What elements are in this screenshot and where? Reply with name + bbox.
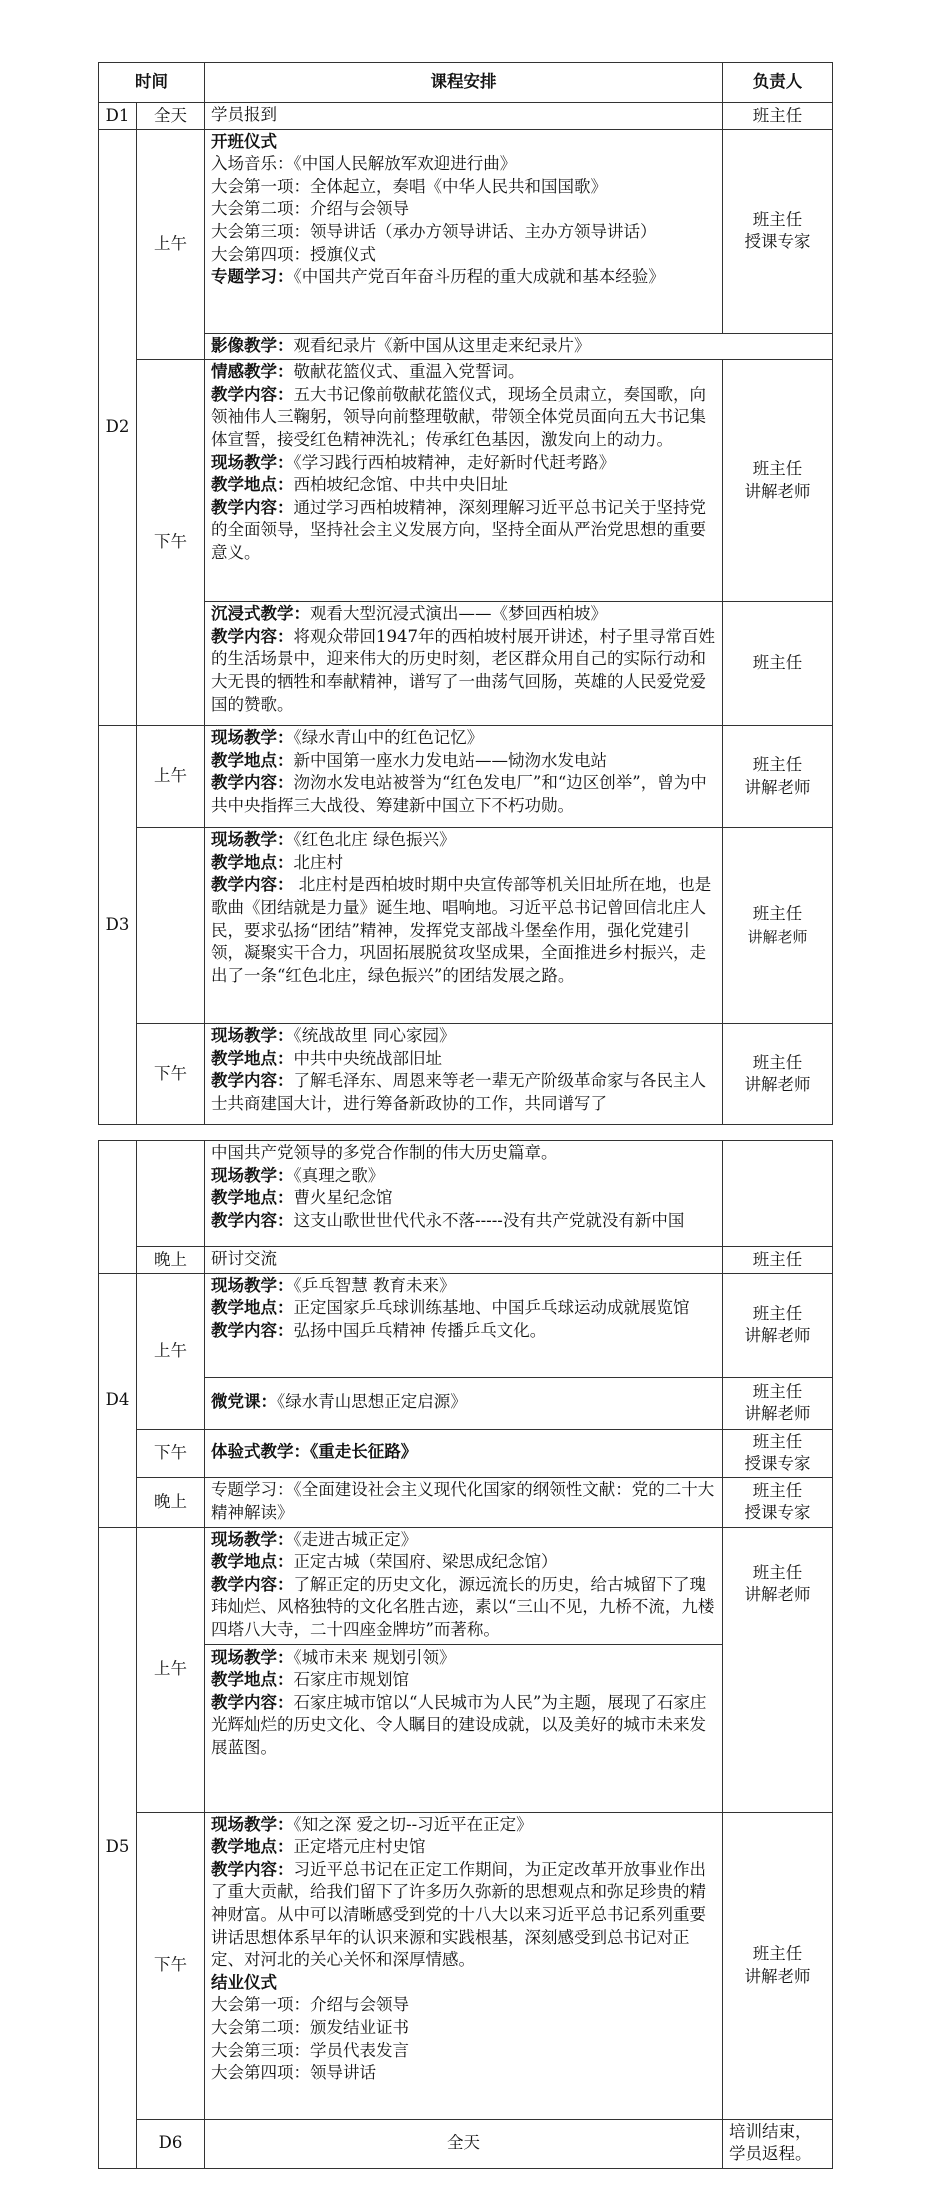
- item-text: 沕沕水发电站被誉为“红色发电厂”和“边区创举”，曾为中共中央指挥三大战役、筹建新中国立下不朽功勋。: [211, 773, 707, 815]
- item-text: 将观众带回1947年的西柏坡村展开讲述，村子里寻常百姓的生活场景中，迎来伟大的历史时刻，老区群众用自己的实际行动和大无畏的牺牲和奉献精神，谱写了一曲荡气回肠，英雄的人民爱党爱国的赞歌。: [211, 626, 715, 714]
- period-cell: [137, 828, 205, 1024]
- item-label: 现场教学：: [211, 1165, 294, 1185]
- item-label: 教学内容：: [211, 1859, 294, 1879]
- owner-name: 讲解老师: [744, 1326, 811, 1346]
- item-text: 这支山歌世世代代永不落-----没有共产党就没有新中国: [293, 1210, 685, 1230]
- course-cell: [205, 828, 723, 1024]
- text-line: 大会第三项：学员代表发言: [211, 2040, 409, 2060]
- item-text: 北庄村: [293, 852, 343, 872]
- item-text: 弘扬中国乒乓精神 传播乒乓文化。: [293, 1320, 547, 1340]
- period-cell: 全天: [137, 103, 205, 130]
- item-label: 教学内容：: [211, 773, 294, 793]
- opening-title: 开班仪式: [211, 131, 277, 151]
- item-text: 北庄村是西柏坡时期中央宣传部等机关旧址所在地，也是歌曲《团结就是力量》诞生地、唱响地。习近平总书记曾回信北庄人民，要求弘扬“团结”精神，发挥党支部战斗堡垒作用，强化党建引领，凝聚实干合力，巩固拓展脱贫攻坚成果，全面推进乡村振兴，走出了一条“红色北庄，绿色振兴”的团结发展之路。: [211, 875, 712, 985]
- owner-name: 班主任: [752, 459, 803, 479]
- day-cell: D2: [99, 129, 137, 726]
- owner-name: 讲解老师: [744, 1585, 811, 1605]
- period-cell: [137, 1141, 205, 1247]
- text-line: 入场音乐：《中国人民解放军欢迎进行曲》: [211, 154, 517, 174]
- owner-name: 班主任: [752, 1944, 803, 1963]
- text-line: 大会第二项：介绍与会领导: [211, 199, 409, 219]
- owner-cell: [723, 1141, 833, 1247]
- table-row: [99, 1812, 833, 2119]
- period-cell: 上午: [137, 1527, 205, 1812]
- item-text: 西柏坡纪念馆、中共中央旧址: [293, 475, 508, 495]
- table-row: [99, 1024, 833, 1125]
- course-cell: [205, 360, 723, 602]
- topic-label: 专题学习：: [211, 267, 294, 287]
- table-row: [99, 1527, 833, 1812]
- course-cell: 研讨交流: [205, 1247, 723, 1274]
- owner-name: 讲解老师: [744, 1966, 811, 1986]
- schedule-table-1: [98, 62, 833, 1125]
- owner-name: 授课专家: [744, 232, 811, 252]
- owner-name: 班主任: [752, 1562, 803, 1582]
- item-label: 现场教学：: [211, 1026, 294, 1046]
- item-text: 《重走长征路》: [310, 1442, 418, 1462]
- period-cell: 下午: [137, 1024, 205, 1125]
- item-text: 《乒乓智慧 教育未来》: [293, 1275, 456, 1295]
- owner-cell: [723, 726, 833, 828]
- item-label: 教学地点：: [211, 1837, 294, 1857]
- closing-title: 结业仪式: [211, 1972, 277, 1992]
- table-row: [99, 103, 833, 130]
- owner-name: 授课专家: [744, 1503, 811, 1523]
- owner-cell: [723, 360, 833, 602]
- table-row: [99, 602, 833, 726]
- schedule-page-2: [98, 1140, 832, 2169]
- item-text: 《红色北庄 绿色振兴》: [293, 830, 456, 850]
- owner-cell: [723, 1812, 833, 2119]
- course-cell: [205, 1429, 723, 1477]
- item-text: 《城市未来 规划引领》: [293, 1647, 456, 1667]
- text-line: 大会第一项：全体起立，奏唱《中华人民共和国国歌》: [211, 176, 607, 196]
- course-cell: [205, 602, 723, 726]
- table-row: [99, 828, 833, 1024]
- item-label: 现场教学：: [211, 1814, 294, 1834]
- course-cell: [205, 1527, 723, 1812]
- owner-name: 班主任: [752, 904, 803, 924]
- header-owner: 负责人: [723, 63, 833, 103]
- course-cell: [205, 1377, 723, 1429]
- course-cell: [205, 333, 833, 360]
- owner-name: 班主任: [752, 1381, 803, 1401]
- item-text: 新中国第一座水力发电站——恸沕水发电站: [293, 750, 607, 770]
- item-text: 《绿水青山中的红色记忆》: [293, 728, 484, 748]
- owner-name: 讲解老师: [744, 777, 811, 797]
- topic-text: 《中国共产党百年奋斗历程的重大成就和基本经验》: [293, 267, 665, 287]
- item-text: 石家庄城市馆以“人民城市为人民”为主题，展现了石家庄光辉灿烂的历史文化、令人瞩目的建设成就，以及美好的城市未来发展蓝图。: [211, 1692, 707, 1757]
- period-cell: 下午: [137, 1812, 205, 2119]
- table-row: [99, 1477, 833, 1527]
- course-cell: [205, 1024, 723, 1125]
- item-label: 教学内容：: [211, 1320, 294, 1340]
- item-label: 现场教学：: [211, 1275, 294, 1295]
- period-cell: 晚上: [137, 1247, 205, 1274]
- item-label: 教学地点：: [211, 852, 294, 872]
- item-text: 五大书记像前敬献花篮仪式，现场全员肃立，奏国歌，向领袖伟人三鞠躬，领导向前整理敬献，带领全体党员面向五大书记集体宣誓，接受红色精神洗礼；传承红色基因，激发向上的动力。: [211, 384, 706, 449]
- owner-cell: [723, 1377, 833, 1429]
- table-row: [99, 360, 833, 602]
- item-label: 沉浸式教学：: [211, 604, 310, 624]
- day-cell: [99, 1141, 137, 1274]
- item-text: 《真理之歌》: [293, 1165, 385, 1185]
- owner-name: 讲解老师: [747, 927, 808, 946]
- owner-cell: [723, 1477, 833, 1527]
- text-line: 大会第三项：领导讲话（承办方领导讲话、主办方领导讲话）: [211, 221, 657, 241]
- table-row: [99, 1273, 833, 1377]
- text-line: 大会第四项：领导讲话: [211, 2063, 376, 2083]
- period-cell: 下午: [137, 1429, 205, 1477]
- item-label: 现场教学：: [211, 830, 294, 850]
- item-text: 《绿水青山思想正定启源》: [277, 1392, 467, 1412]
- text-line: 大会第二项：颁发结业证书: [211, 2017, 409, 2037]
- item-text: 《知之深 爱之切--习近平在正定》: [293, 1814, 533, 1834]
- item-text: 了解正定的历史文化，源远流长的历史，给古城留下了瑰玮灿烂、风格独特的文化名胜古迹，素以“三山不见，九桥不流，九楼四塔八大寺，二十四座金牌坊”而著称。: [211, 1574, 715, 1639]
- item-text: 石家庄市规划馆: [293, 1670, 409, 1690]
- course-cell: 培训结束，学员返程。: [723, 2119, 833, 2168]
- table-row: [99, 129, 833, 333]
- item-text: 通过学习西柏坡精神，深刻理解习近平总书记关于坚持党的全面领导，坚持社会主义发展方向，坚持全面从严治党思想的重要意义。: [211, 497, 706, 562]
- owner-name: 讲解老师: [744, 1404, 811, 1424]
- item-label: 现场教学：: [211, 452, 294, 472]
- course-cell: [205, 1477, 723, 1527]
- header-row: [99, 63, 833, 103]
- text-line: 大会第四项：授旗仪式: [211, 244, 376, 264]
- course-cell: [205, 1141, 723, 1247]
- period-cell: 上午: [137, 1273, 205, 1429]
- item-text: 习近平总书记在正定工作期间，为正定改革开放事业作出了重大贡献，给我们留下了许多历久弥新的思想观点和弥足珍贵的精神财富。从中可以清晰感受到党的十八大以来习近平总书记系列重要讲话思想体系早年的认识来源和实践根基，深刻感受到总书记对正定、对河北的关心关怀和深厚情感。: [211, 1859, 706, 1970]
- header-time: 时间: [99, 63, 205, 103]
- item-label: 现场教学：: [211, 728, 294, 748]
- header-course: 课程安排: [205, 63, 723, 103]
- owner-cell: [723, 1527, 833, 1812]
- item-label: 教学内容：: [211, 875, 294, 895]
- item-label: 教学地点：: [211, 475, 294, 495]
- table-row: [99, 1429, 833, 1477]
- schedule-page-1: [98, 62, 832, 1125]
- period-cell: 上午: [137, 726, 205, 828]
- owner-name: 讲解老师: [744, 481, 811, 501]
- owner-cell: [723, 1429, 833, 1477]
- table-row: [99, 2119, 833, 2168]
- owner-cell: [723, 129, 833, 333]
- owner-name: 班主任: [752, 1052, 803, 1072]
- item-label: 教学地点：: [211, 1048, 294, 1068]
- day-cell: D4: [99, 1273, 137, 1527]
- item-label: 专题学习：: [211, 1480, 294, 1499]
- day-cell: D3: [99, 726, 137, 1125]
- owner-name: 班主任: [752, 1431, 803, 1451]
- item-text: 观看大型沉浸式演出——《梦回西柏坡》: [310, 604, 607, 624]
- item-text: 正定塔元庄村史馆: [293, 1837, 426, 1857]
- item-text: 《走进古城正定》: [293, 1529, 418, 1549]
- table-row: [99, 1377, 833, 1429]
- item-label: 现场教学：: [211, 1647, 294, 1667]
- day-cell: D1: [99, 103, 137, 130]
- owner-name: 班主任: [752, 755, 803, 775]
- item-text: 曹火星纪念馆: [293, 1188, 393, 1208]
- period-cell: 下午: [137, 360, 205, 726]
- owner-cell: 班主任: [723, 1247, 833, 1274]
- item-label: 体验式教学：: [211, 1442, 310, 1462]
- item-text: 《全面建设社会主义现代化国家的纲领性文献：党的二十大精神解读》: [211, 1480, 715, 1522]
- item-text: 正定古城（荣国府、梁思成纪念馆）: [293, 1552, 558, 1572]
- item-label: 教学内容：: [211, 1574, 294, 1594]
- item-label: 教学地点：: [211, 1670, 294, 1690]
- schedule-table-2: [98, 1140, 833, 2169]
- period-cell: 晚上: [137, 1477, 205, 1527]
- owner-cell: 班主任: [723, 602, 833, 726]
- item-label: 教学内容：: [211, 1692, 294, 1712]
- item-text: 《学习践行西柏坡精神，走好新时代赶考路》: [293, 452, 616, 472]
- film-text: 观看纪录片《新中国从这里走来纪录片》: [293, 335, 591, 355]
- item-label: 教学地点：: [211, 750, 294, 770]
- item-label: 教学内容：: [211, 497, 294, 517]
- item-label: 教学内容：: [211, 384, 294, 404]
- film-label: 影像教学：: [211, 335, 294, 355]
- owner-name: 讲解老师: [744, 1075, 811, 1095]
- course-cell: [205, 726, 723, 828]
- text-line: 中国共产党领导的多党合作制的伟大历史篇章。: [211, 1143, 558, 1162]
- item-text: 敬献花篮仪式、重温入党誓词。: [293, 362, 525, 382]
- item-text: 中共中央统战部旧址: [293, 1048, 442, 1068]
- item-label: 微党课：: [211, 1392, 277, 1412]
- course-cell: 学员报到: [205, 103, 723, 130]
- owner-name: 班主任: [752, 1480, 803, 1500]
- table-row: [99, 1247, 833, 1274]
- course-cell: [205, 1812, 723, 2119]
- owner-cell: [723, 1273, 833, 1377]
- item-text: 《统战故里 同心家园》: [293, 1026, 456, 1046]
- table-row: [99, 726, 833, 828]
- owner-cell: 班主任: [723, 103, 833, 130]
- day-cell: D6: [137, 2119, 205, 2168]
- item-text: 正定国家乒乓球训练基地、中国乒乓球运动成就展览馆: [293, 1298, 690, 1318]
- item-label: 教学内容：: [211, 1210, 294, 1230]
- item-label: 教学地点：: [211, 1552, 294, 1572]
- period-cell: 全天: [205, 2119, 723, 2168]
- owner-cell: [723, 828, 833, 1024]
- item-label: 教学内容：: [211, 626, 294, 646]
- course-cell: [205, 1273, 723, 1377]
- item-label: 现场教学：: [211, 1529, 294, 1549]
- owner-name: 班主任: [752, 209, 803, 229]
- owner-name: 授课专家: [744, 1454, 811, 1474]
- day-cell: D5: [99, 1527, 137, 2168]
- text-line: 大会第一项：介绍与会领导: [211, 1995, 409, 2015]
- owner-cell: [723, 1024, 833, 1125]
- table-row: [99, 333, 833, 360]
- period-cell: 上午: [137, 129, 205, 360]
- course-cell: [205, 129, 723, 333]
- item-label: 教学内容：: [211, 1071, 294, 1091]
- owner-name: 班主任: [752, 1303, 803, 1323]
- item-label: 情感教学：: [211, 362, 294, 382]
- table-row: [99, 1141, 833, 1247]
- item-text: 了解毛泽东、周恩来等老一辈无产阶级革命家与各民主人士共商建国大计，进行筹备新政协的工作，共同谱写了: [211, 1071, 706, 1113]
- item-label: 教学地点：: [211, 1298, 294, 1318]
- item-label: 教学地点：: [211, 1188, 294, 1208]
